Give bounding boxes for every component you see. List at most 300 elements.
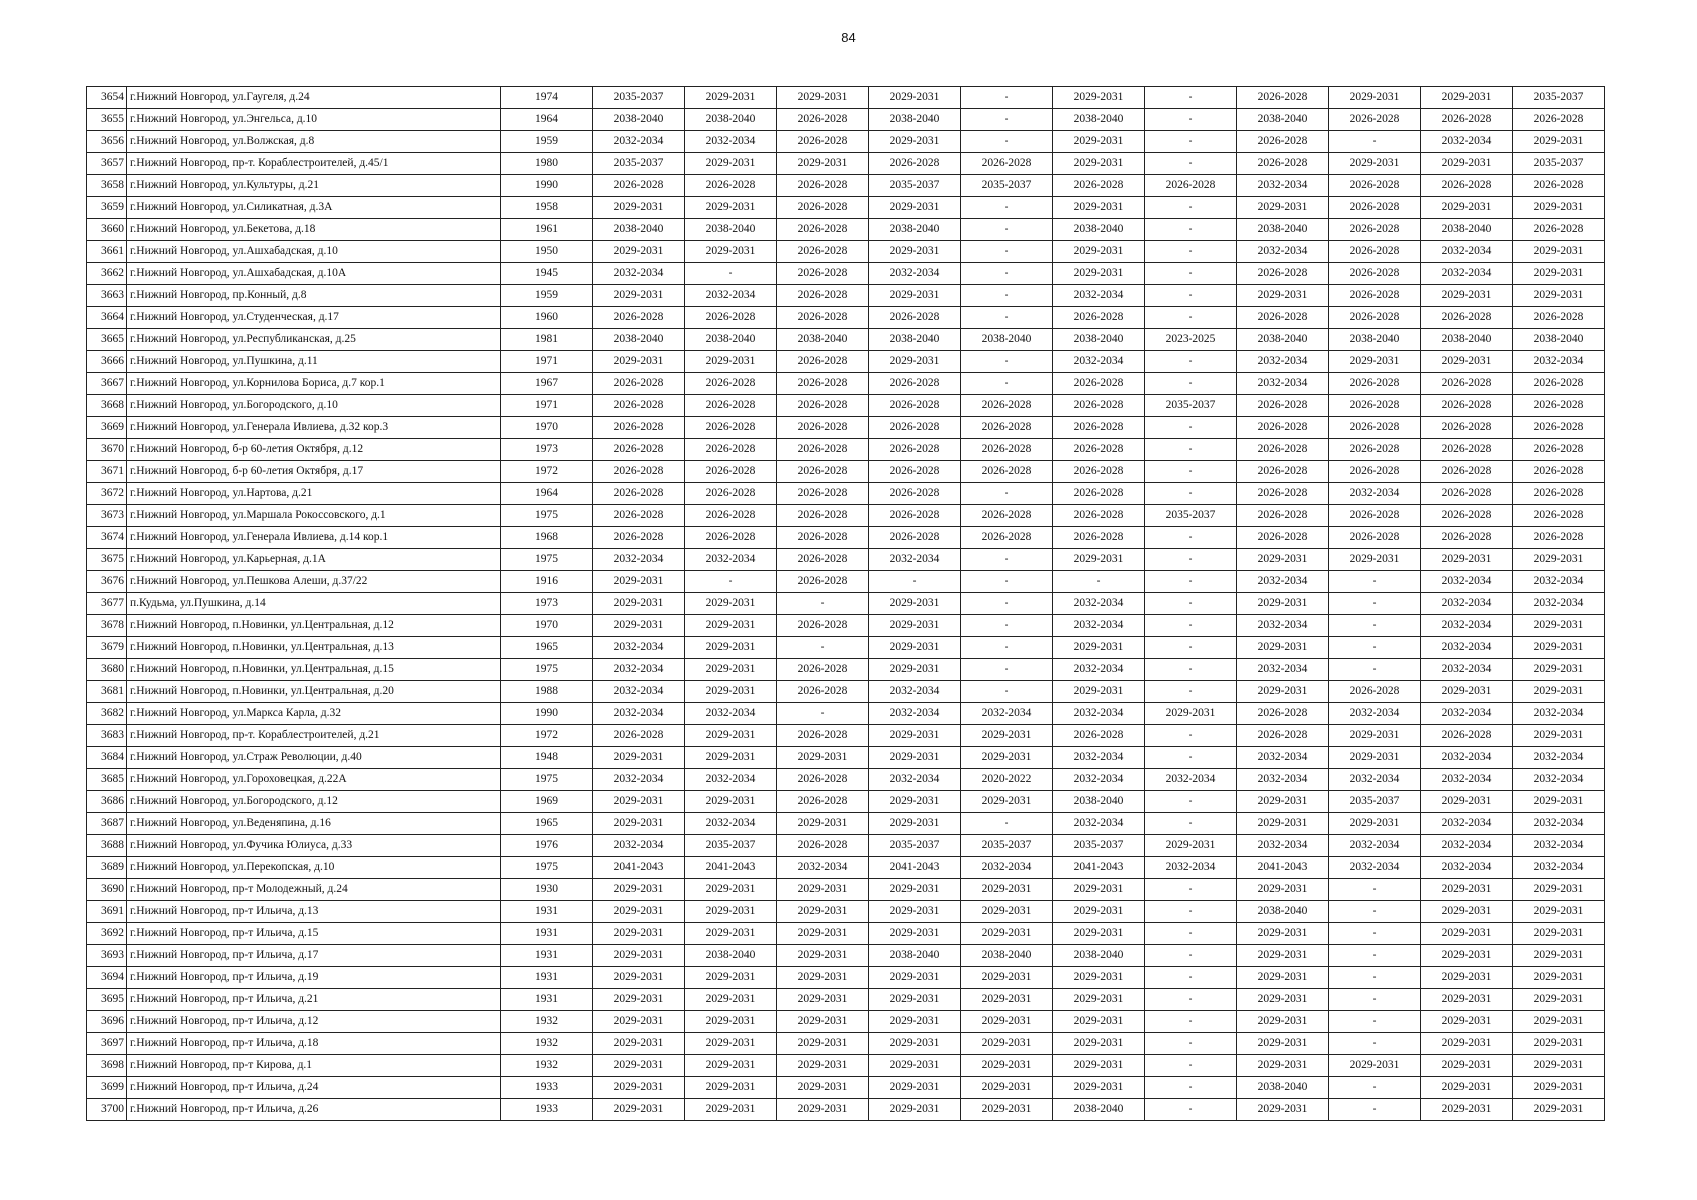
cell-period: 2026-2028 bbox=[1237, 395, 1329, 417]
cell-row-number: 3694 bbox=[87, 967, 127, 989]
cell-period: 2026-2028 bbox=[1421, 373, 1513, 395]
cell-period: 2029-2031 bbox=[593, 593, 685, 615]
cell-period: 2026-2028 bbox=[777, 241, 869, 263]
cell-period: 2032-2034 bbox=[1237, 241, 1329, 263]
cell-period: 2026-2028 bbox=[593, 439, 685, 461]
cell-period: 2029-2031 bbox=[1237, 637, 1329, 659]
cell-address: г.Нижний Новгород, ул.Культуры, д.21 bbox=[127, 175, 501, 197]
table-row bbox=[87, 857, 1605, 879]
cell-period: 2026-2028 bbox=[593, 307, 685, 329]
cell-period: 2032-2034 bbox=[1421, 769, 1513, 791]
cell-period: 2029-2031 bbox=[1053, 1033, 1145, 1055]
cell-period: 2029-2031 bbox=[1329, 87, 1421, 109]
cell-period: 2032-2034 bbox=[1421, 813, 1513, 835]
cell-period: 2038-2040 bbox=[1053, 329, 1145, 351]
cell-year-built: 1959 bbox=[501, 131, 593, 153]
cell-year-built: 1965 bbox=[501, 637, 593, 659]
cell-year-built: 1975 bbox=[501, 505, 593, 527]
table-body bbox=[87, 87, 1605, 1121]
cell-period: 2026-2028 bbox=[1329, 219, 1421, 241]
cell-year-built: 1975 bbox=[501, 769, 593, 791]
cell-address: г.Нижний Новгород, ул.Генерала Ивлиева, д.14 кор.1 bbox=[127, 527, 501, 549]
cell-period: 2026-2028 bbox=[1053, 725, 1145, 747]
cell-row-number: 3688 bbox=[87, 835, 127, 857]
cell-period: 2029-2031 bbox=[961, 747, 1053, 769]
table-row bbox=[87, 945, 1605, 967]
cell-period: 2038-2040 bbox=[961, 945, 1053, 967]
cell-period: 2026-2028 bbox=[869, 439, 961, 461]
cell-period: 2029-2031 bbox=[685, 615, 777, 637]
cell-period: - bbox=[1329, 1011, 1421, 1033]
cell-year-built: 1965 bbox=[501, 813, 593, 835]
cell-period: 2026-2028 bbox=[1513, 505, 1605, 527]
cell-period: 2026-2028 bbox=[1237, 483, 1329, 505]
cell-period: 2029-2031 bbox=[1053, 131, 1145, 153]
cell-period: 2029-2031 bbox=[777, 1055, 869, 1077]
cell-row-number: 3698 bbox=[87, 1055, 127, 1077]
cell-period: 2032-2034 bbox=[1421, 593, 1513, 615]
cell-period: 2026-2028 bbox=[1329, 175, 1421, 197]
cell-period: 2029-2031 bbox=[1421, 1033, 1513, 1055]
cell-period: - bbox=[1145, 87, 1237, 109]
cell-period: - bbox=[961, 615, 1053, 637]
cell-period: 2032-2034 bbox=[1421, 131, 1513, 153]
cell-period: 2032-2034 bbox=[685, 549, 777, 571]
cell-period: 2029-2031 bbox=[685, 879, 777, 901]
cell-year-built: 1932 bbox=[501, 1055, 593, 1077]
cell-period: - bbox=[1145, 637, 1237, 659]
cell-row-number: 3674 bbox=[87, 527, 127, 549]
cell-period: 2038-2040 bbox=[593, 219, 685, 241]
table-row bbox=[87, 285, 1605, 307]
cell-period: 2026-2028 bbox=[1237, 439, 1329, 461]
cell-period: 2026-2028 bbox=[1329, 461, 1421, 483]
cell-period: 2026-2028 bbox=[685, 373, 777, 395]
cell-period: 2029-2031 bbox=[869, 593, 961, 615]
cell-period: 2026-2028 bbox=[1513, 527, 1605, 549]
cell-period: 2029-2031 bbox=[1513, 549, 1605, 571]
cell-period: 2032-2034 bbox=[1513, 769, 1605, 791]
cell-period: 2020-2022 bbox=[961, 769, 1053, 791]
cell-period: 2029-2031 bbox=[1053, 153, 1145, 175]
cell-period: 2026-2028 bbox=[1237, 153, 1329, 175]
cell-period: 2029-2031 bbox=[685, 1033, 777, 1055]
cell-row-number: 3692 bbox=[87, 923, 127, 945]
cell-period: 2026-2028 bbox=[869, 483, 961, 505]
table-row bbox=[87, 197, 1605, 219]
cell-period: 2026-2028 bbox=[1513, 483, 1605, 505]
cell-period: 2032-2034 bbox=[1237, 351, 1329, 373]
cell-period: 2032-2034 bbox=[593, 769, 685, 791]
cell-period: 2032-2034 bbox=[593, 835, 685, 857]
cell-period: 2029-2031 bbox=[961, 923, 1053, 945]
cell-address: п.Кудьма, ул.Пушкина, д.14 bbox=[127, 593, 501, 615]
cell-period: 2032-2034 bbox=[685, 703, 777, 725]
table-row bbox=[87, 659, 1605, 681]
cell-period: 2029-2031 bbox=[961, 967, 1053, 989]
cell-period: - bbox=[1329, 571, 1421, 593]
cell-row-number: 3683 bbox=[87, 725, 127, 747]
cell-period: 2035-2037 bbox=[593, 153, 685, 175]
cell-year-built: 1959 bbox=[501, 285, 593, 307]
cell-period: 2032-2034 bbox=[869, 703, 961, 725]
cell-address: г.Нижний Новгород, пр-т Ильича, д.19 bbox=[127, 967, 501, 989]
cell-period: 2029-2031 bbox=[869, 1055, 961, 1077]
cell-address: г.Нижний Новгород, ул.Гаугеля, д.24 bbox=[127, 87, 501, 109]
cell-period: 2032-2034 bbox=[869, 681, 961, 703]
cell-period: 2035-2037 bbox=[1513, 87, 1605, 109]
cell-period: 2029-2031 bbox=[777, 945, 869, 967]
cell-period: 2029-2031 bbox=[685, 967, 777, 989]
cell-period: - bbox=[869, 571, 961, 593]
cell-period: 2026-2028 bbox=[961, 439, 1053, 461]
cell-period: 2038-2040 bbox=[869, 219, 961, 241]
cell-period: - bbox=[777, 637, 869, 659]
table-row bbox=[87, 835, 1605, 857]
cell-period: 2026-2028 bbox=[961, 417, 1053, 439]
table-row bbox=[87, 923, 1605, 945]
cell-period: 2029-2031 bbox=[777, 967, 869, 989]
cell-period: 2026-2028 bbox=[1329, 307, 1421, 329]
cell-row-number: 3684 bbox=[87, 747, 127, 769]
cell-year-built: 1990 bbox=[501, 703, 593, 725]
cell-period: 2026-2028 bbox=[1237, 527, 1329, 549]
cell-period: 2032-2034 bbox=[1053, 285, 1145, 307]
cell-year-built: 1971 bbox=[501, 351, 593, 373]
cell-period: - bbox=[961, 571, 1053, 593]
table-row bbox=[87, 725, 1605, 747]
cell-period: 2026-2028 bbox=[1329, 439, 1421, 461]
cell-year-built: 1974 bbox=[501, 87, 593, 109]
cell-address: г.Нижний Новгород, ул.Перекопская, д.10 bbox=[127, 857, 501, 879]
cell-address: г.Нижний Новгород, ул.Страж Революции, д.40 bbox=[127, 747, 501, 769]
cell-period: 2038-2040 bbox=[1053, 109, 1145, 131]
cell-period: 2029-2031 bbox=[1513, 945, 1605, 967]
cell-period: 2026-2028 bbox=[869, 395, 961, 417]
cell-period: 2032-2034 bbox=[1421, 857, 1513, 879]
table-row bbox=[87, 989, 1605, 1011]
cell-period: 2029-2031 bbox=[1145, 835, 1237, 857]
cell-period: 2026-2028 bbox=[685, 307, 777, 329]
cell-row-number: 3676 bbox=[87, 571, 127, 593]
cell-period: 2026-2028 bbox=[1329, 505, 1421, 527]
cell-period: 2032-2034 bbox=[1237, 175, 1329, 197]
cell-period: 2029-2031 bbox=[1421, 153, 1513, 175]
cell-period: - bbox=[1145, 725, 1237, 747]
cell-period: 2029-2031 bbox=[685, 637, 777, 659]
cell-period: - bbox=[961, 307, 1053, 329]
table-row bbox=[87, 439, 1605, 461]
cell-period: 2029-2031 bbox=[685, 659, 777, 681]
cell-period: - bbox=[1145, 615, 1237, 637]
cell-period: 2029-2031 bbox=[593, 351, 685, 373]
table-row bbox=[87, 1011, 1605, 1033]
cell-address: г.Нижний Новгород, п.Новинки, ул.Центральная, д.15 bbox=[127, 659, 501, 681]
cell-period: - bbox=[1145, 879, 1237, 901]
cell-period: 2032-2034 bbox=[1513, 703, 1605, 725]
cell-period: 2026-2028 bbox=[961, 527, 1053, 549]
cell-period: 2038-2040 bbox=[1329, 329, 1421, 351]
table-row bbox=[87, 131, 1605, 153]
cell-period: 2029-2031 bbox=[1421, 967, 1513, 989]
cell-period: 2029-2031 bbox=[1513, 615, 1605, 637]
cell-period: 2032-2034 bbox=[1053, 813, 1145, 835]
cell-period: 2026-2028 bbox=[1421, 439, 1513, 461]
cell-address: г.Нижний Новгород, п.Новинки, ул.Центральная, д.20 bbox=[127, 681, 501, 703]
cell-period: 2035-2037 bbox=[1053, 835, 1145, 857]
cell-period: 2029-2031 bbox=[685, 681, 777, 703]
cell-row-number: 3682 bbox=[87, 703, 127, 725]
cell-period: 2026-2028 bbox=[1237, 703, 1329, 725]
cell-year-built: 1980 bbox=[501, 153, 593, 175]
cell-period: - bbox=[1145, 549, 1237, 571]
cell-period: 2038-2040 bbox=[1053, 791, 1145, 813]
cell-period: 2026-2028 bbox=[685, 527, 777, 549]
cell-period: 2029-2031 bbox=[777, 901, 869, 923]
cell-period: 2029-2031 bbox=[1421, 1055, 1513, 1077]
cell-address: г.Нижний Новгород, пр-т Ильича, д.12 bbox=[127, 1011, 501, 1033]
cell-address: г.Нижний Новгород, ул.Пушкина, д.11 bbox=[127, 351, 501, 373]
cell-period: - bbox=[1145, 307, 1237, 329]
cell-period: 2029-2031 bbox=[1421, 1099, 1513, 1121]
table-row bbox=[87, 1055, 1605, 1077]
cell-period: 2029-2031 bbox=[685, 1099, 777, 1121]
cell-address: г.Нижний Новгород, ул.Генерала Ивлиева, д.32 кор.3 bbox=[127, 417, 501, 439]
cell-period: 2029-2031 bbox=[777, 87, 869, 109]
cell-period: 2029-2031 bbox=[1513, 901, 1605, 923]
table-row bbox=[87, 813, 1605, 835]
cell-period: - bbox=[961, 263, 1053, 285]
cell-period: 2038-2040 bbox=[869, 109, 961, 131]
cell-period: - bbox=[961, 219, 1053, 241]
cell-period: 2026-2028 bbox=[869, 527, 961, 549]
table-row bbox=[87, 681, 1605, 703]
cell-period: - bbox=[1145, 989, 1237, 1011]
cell-period: - bbox=[1145, 461, 1237, 483]
cell-period: - bbox=[961, 109, 1053, 131]
cell-period: 2029-2031 bbox=[1421, 681, 1513, 703]
cell-period: 2026-2028 bbox=[961, 153, 1053, 175]
cell-row-number: 3672 bbox=[87, 483, 127, 505]
cell-period: 2029-2031 bbox=[685, 593, 777, 615]
table-row bbox=[87, 153, 1605, 175]
cell-address: г.Нижний Новгород, пр-т Кирова, д.1 bbox=[127, 1055, 501, 1077]
cell-period: - bbox=[1145, 813, 1237, 835]
cell-period: - bbox=[1329, 1099, 1421, 1121]
cell-period: 2032-2034 bbox=[1237, 769, 1329, 791]
cell-year-built: 1964 bbox=[501, 109, 593, 131]
cell-period: 2029-2031 bbox=[961, 1033, 1053, 1055]
table-row bbox=[87, 483, 1605, 505]
cell-period: 2026-2028 bbox=[777, 439, 869, 461]
cell-period: 2029-2031 bbox=[1329, 549, 1421, 571]
cell-row-number: 3693 bbox=[87, 945, 127, 967]
cell-period: 2029-2031 bbox=[593, 901, 685, 923]
cell-period: 2035-2037 bbox=[869, 175, 961, 197]
cell-row-number: 3665 bbox=[87, 329, 127, 351]
cell-row-number: 3662 bbox=[87, 263, 127, 285]
cell-address: г.Нижний Новгород, пр-т Ильича, д.26 bbox=[127, 1099, 501, 1121]
cell-period: 2029-2031 bbox=[1237, 945, 1329, 967]
cell-period: - bbox=[1145, 791, 1237, 813]
cell-address: г.Нижний Новгород, ул.Гороховецкая, д.22А bbox=[127, 769, 501, 791]
cell-period: 2035-2037 bbox=[1329, 791, 1421, 813]
cell-period: 2029-2031 bbox=[1237, 791, 1329, 813]
cell-period: 2038-2040 bbox=[1053, 945, 1145, 967]
cell-period: 2032-2034 bbox=[869, 263, 961, 285]
cell-period: 2032-2034 bbox=[685, 131, 777, 153]
cell-period: 2029-2031 bbox=[777, 879, 869, 901]
cell-period: 2029-2031 bbox=[1237, 285, 1329, 307]
table-row bbox=[87, 901, 1605, 923]
cell-period: - bbox=[1145, 1033, 1237, 1055]
cell-period: 2026-2028 bbox=[1421, 461, 1513, 483]
cell-period: 2026-2028 bbox=[593, 417, 685, 439]
cell-period: - bbox=[1145, 241, 1237, 263]
cell-period: 2029-2031 bbox=[869, 967, 961, 989]
cell-year-built: 1975 bbox=[501, 659, 593, 681]
cell-period: 2029-2031 bbox=[1237, 813, 1329, 835]
cell-period: 2029-2031 bbox=[1329, 351, 1421, 373]
cell-period: 2035-2037 bbox=[961, 835, 1053, 857]
cell-period: 2032-2034 bbox=[1421, 615, 1513, 637]
cell-period: 2032-2034 bbox=[1513, 571, 1605, 593]
cell-address: г.Нижний Новгород, ул.Богородского, д.10 bbox=[127, 395, 501, 417]
cell-period: 2032-2034 bbox=[685, 285, 777, 307]
cell-period: 2029-2031 bbox=[1053, 989, 1145, 1011]
cell-period: - bbox=[961, 593, 1053, 615]
cell-period: 2029-2031 bbox=[869, 791, 961, 813]
cell-period: 2026-2028 bbox=[1513, 219, 1605, 241]
cell-period: 2026-2028 bbox=[777, 659, 869, 681]
cell-period: 2029-2031 bbox=[1237, 681, 1329, 703]
cell-period: - bbox=[961, 813, 1053, 835]
cell-period: 2029-2031 bbox=[1053, 681, 1145, 703]
cell-address: г.Нижний Новгород, ул.Энгельса, д.10 bbox=[127, 109, 501, 131]
cell-period: 2026-2028 bbox=[869, 505, 961, 527]
cell-period: - bbox=[1329, 923, 1421, 945]
cell-period: 2029-2031 bbox=[1421, 989, 1513, 1011]
cell-period: - bbox=[1329, 879, 1421, 901]
cell-period: 2032-2034 bbox=[1329, 835, 1421, 857]
cell-period: 2032-2034 bbox=[593, 659, 685, 681]
cell-period: 2029-2031 bbox=[593, 241, 685, 263]
cell-year-built: 1970 bbox=[501, 417, 593, 439]
cell-period: 2026-2028 bbox=[593, 175, 685, 197]
cell-period: 2026-2028 bbox=[1329, 395, 1421, 417]
cell-period: 2029-2031 bbox=[777, 1033, 869, 1055]
cell-period: 2026-2028 bbox=[777, 571, 869, 593]
cell-period: 2029-2031 bbox=[777, 813, 869, 835]
table-row bbox=[87, 967, 1605, 989]
cell-address: г.Нижний Новгород, ул.Республиканская, д.25 bbox=[127, 329, 501, 351]
cell-period: 2032-2034 bbox=[1053, 703, 1145, 725]
cell-row-number: 3654 bbox=[87, 87, 127, 109]
cell-period: 2029-2031 bbox=[1329, 747, 1421, 769]
cell-period: 2029-2031 bbox=[593, 285, 685, 307]
cell-period: 2026-2028 bbox=[1053, 461, 1145, 483]
cell-period: 2035-2037 bbox=[593, 87, 685, 109]
cell-period: 2032-2034 bbox=[1053, 593, 1145, 615]
cell-period: 2038-2040 bbox=[593, 109, 685, 131]
cell-period: 2032-2034 bbox=[1053, 659, 1145, 681]
cell-period: 2041-2043 bbox=[1053, 857, 1145, 879]
cell-period: 2026-2028 bbox=[1329, 681, 1421, 703]
cell-period: 2029-2031 bbox=[1513, 197, 1605, 219]
cell-period: 2029-2031 bbox=[1513, 1099, 1605, 1121]
cell-row-number: 3691 bbox=[87, 901, 127, 923]
cell-year-built: 1972 bbox=[501, 725, 593, 747]
cell-period: 2026-2028 bbox=[1513, 109, 1605, 131]
cell-period: 2026-2028 bbox=[777, 131, 869, 153]
cell-period: - bbox=[1329, 637, 1421, 659]
cell-row-number: 3670 bbox=[87, 439, 127, 461]
cell-period: 2029-2031 bbox=[685, 153, 777, 175]
cell-period: 2026-2028 bbox=[685, 417, 777, 439]
cell-row-number: 3656 bbox=[87, 131, 127, 153]
cell-period: 2029-2031 bbox=[1421, 1011, 1513, 1033]
cell-period: 2029-2031 bbox=[1053, 263, 1145, 285]
cell-period: 2026-2028 bbox=[1513, 395, 1605, 417]
cell-period: 2032-2034 bbox=[593, 131, 685, 153]
cell-period: 2035-2037 bbox=[1145, 395, 1237, 417]
cell-period: 2029-2031 bbox=[1237, 1099, 1329, 1121]
cell-year-built: 1973 bbox=[501, 439, 593, 461]
cell-period: 2026-2028 bbox=[1237, 131, 1329, 153]
cell-period: - bbox=[777, 703, 869, 725]
cell-period: 2029-2031 bbox=[1329, 813, 1421, 835]
cell-period: 2029-2031 bbox=[1421, 1077, 1513, 1099]
cell-period: 2032-2034 bbox=[1421, 263, 1513, 285]
cell-period: - bbox=[961, 241, 1053, 263]
cell-period: 2035-2037 bbox=[1145, 505, 1237, 527]
cell-period: 2035-2037 bbox=[961, 175, 1053, 197]
cell-address: г.Нижний Новгород, ул.Нартова, д.21 bbox=[127, 483, 501, 505]
cell-period: 2029-2031 bbox=[1513, 659, 1605, 681]
cell-period: 2026-2028 bbox=[777, 835, 869, 857]
cell-period: 2026-2028 bbox=[1329, 109, 1421, 131]
cell-period: 2026-2028 bbox=[593, 373, 685, 395]
table-row bbox=[87, 241, 1605, 263]
cell-period: 2029-2031 bbox=[869, 901, 961, 923]
cell-period: 2032-2034 bbox=[869, 769, 961, 791]
table-row bbox=[87, 593, 1605, 615]
cell-period: 2029-2031 bbox=[1237, 1033, 1329, 1055]
table-row bbox=[87, 109, 1605, 131]
cell-period: 2029-2031 bbox=[1053, 637, 1145, 659]
cell-year-built: 1975 bbox=[501, 549, 593, 571]
cell-year-built: 1970 bbox=[501, 615, 593, 637]
cell-period: 2026-2028 bbox=[1421, 417, 1513, 439]
cell-address: г.Нижний Новгород, ул.Маркса Карла, д.32 bbox=[127, 703, 501, 725]
cell-period: 2026-2028 bbox=[777, 219, 869, 241]
cell-year-built: 1932 bbox=[501, 1033, 593, 1055]
cell-period: 2026-2028 bbox=[1421, 725, 1513, 747]
cell-period: 2038-2040 bbox=[1237, 109, 1329, 131]
cell-period: - bbox=[1145, 483, 1237, 505]
cell-period: - bbox=[1145, 593, 1237, 615]
cell-period: 2029-2031 bbox=[593, 791, 685, 813]
cell-period: 2026-2028 bbox=[1053, 395, 1145, 417]
cell-year-built: 1981 bbox=[501, 329, 593, 351]
cell-period: 2029-2031 bbox=[869, 351, 961, 373]
cell-period: 2029-2031 bbox=[1145, 703, 1237, 725]
cell-period: 2032-2034 bbox=[777, 857, 869, 879]
cell-period: 2029-2031 bbox=[1421, 901, 1513, 923]
cell-period: - bbox=[1145, 967, 1237, 989]
cell-address: г.Нижний Новгород, ул.Веденяпина, д.16 bbox=[127, 813, 501, 835]
cell-row-number: 3658 bbox=[87, 175, 127, 197]
